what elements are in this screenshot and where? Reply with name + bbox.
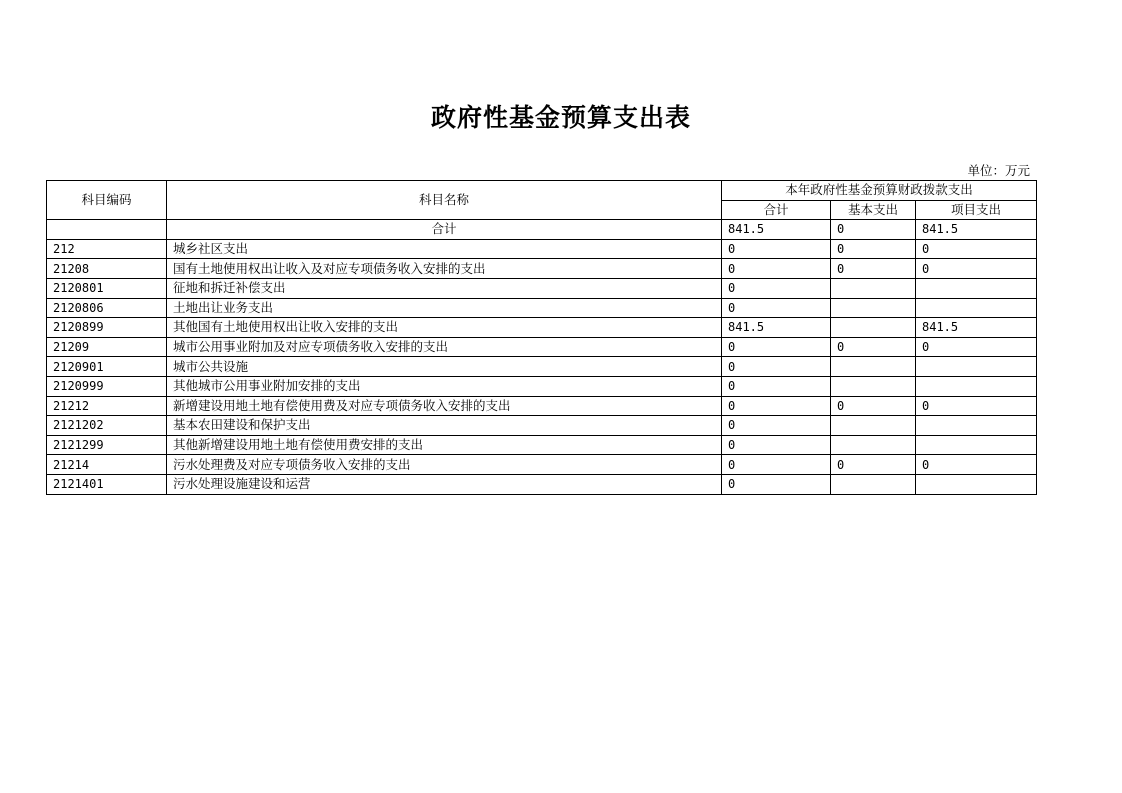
summary-project: 841.5 xyxy=(916,220,1037,240)
row-total: 0 xyxy=(722,396,831,416)
unit-label: 单位：万元 xyxy=(967,163,1030,178)
table-row xyxy=(47,318,1037,338)
row-total: 0 xyxy=(722,298,831,318)
header-project: 项目支出 xyxy=(916,200,1037,220)
row-code: 2121299 xyxy=(47,435,167,455)
row-name: 国有土地使用权出让收入及对应专项债务收入安排的支出 xyxy=(167,259,722,279)
table-row xyxy=(47,435,1037,455)
table-row xyxy=(47,416,1037,436)
table-row xyxy=(47,474,1037,494)
row-project xyxy=(916,278,1037,298)
page-title: 政府性基金预算支出表 xyxy=(430,103,691,132)
row-project xyxy=(916,474,1037,494)
row-name: 其他城市公用事业附加安排的支出 xyxy=(167,376,722,396)
table-row xyxy=(47,298,1037,318)
row-total: 841.5 xyxy=(722,318,831,338)
table-row xyxy=(47,376,1037,396)
row-total: 0 xyxy=(722,474,831,494)
row-total: 0 xyxy=(722,455,831,475)
row-code: 212 xyxy=(47,239,167,259)
header-row-1 xyxy=(47,181,1037,201)
row-basic xyxy=(831,357,916,377)
row-code: 2121202 xyxy=(47,416,167,436)
table-body xyxy=(47,181,1037,495)
row-project xyxy=(916,435,1037,455)
summary-row xyxy=(47,220,1037,240)
row-project: 0 xyxy=(916,337,1037,357)
summary-total: 841.5 xyxy=(722,220,831,240)
row-basic xyxy=(831,376,916,396)
row-name: 征地和拆迁补偿支出 xyxy=(167,278,722,298)
row-name: 土地出让业务支出 xyxy=(167,298,722,318)
row-name: 新增建设用地土地有偿使用费及对应专项债务收入安排的支出 xyxy=(167,396,722,416)
row-code: 21209 xyxy=(47,337,167,357)
header-total: 合计 xyxy=(722,200,831,220)
row-total: 0 xyxy=(722,278,831,298)
row-total: 0 xyxy=(722,337,831,357)
table-row xyxy=(47,455,1037,475)
row-code: 2120801 xyxy=(47,278,167,298)
row-basic xyxy=(831,435,916,455)
header-code: 科目编码 xyxy=(47,181,167,220)
row-name: 其他新增建设用地土地有偿使用费安排的支出 xyxy=(167,435,722,455)
table-row xyxy=(47,259,1037,279)
row-project xyxy=(916,298,1037,318)
row-name: 污水处理费及对应专项债务收入安排的支出 xyxy=(167,455,722,475)
row-basic xyxy=(831,318,916,338)
row-total: 0 xyxy=(722,239,831,259)
row-code: 2120806 xyxy=(47,298,167,318)
header-name: 科目名称 xyxy=(167,181,722,220)
table-row xyxy=(47,357,1037,377)
header-group: 本年政府性基金预算财政拨款支出 xyxy=(722,181,1037,201)
row-project: 0 xyxy=(916,455,1037,475)
summary-label: 合计 xyxy=(167,220,722,240)
row-basic xyxy=(831,416,916,436)
row-project xyxy=(916,376,1037,396)
summary-code xyxy=(47,220,167,240)
row-name: 城市公用事业附加及对应专项债务收入安排的支出 xyxy=(167,337,722,357)
row-total: 0 xyxy=(722,435,831,455)
row-code: 21212 xyxy=(47,396,167,416)
row-project: 0 xyxy=(916,396,1037,416)
row-basic: 0 xyxy=(831,396,916,416)
row-project xyxy=(916,416,1037,436)
row-project: 841.5 xyxy=(916,318,1037,338)
budget-table xyxy=(46,180,1037,495)
row-total: 0 xyxy=(722,357,831,377)
row-name: 城乡社区支出 xyxy=(167,239,722,259)
row-basic: 0 xyxy=(831,455,916,475)
row-code: 2120999 xyxy=(47,376,167,396)
row-name: 污水处理设施建设和运营 xyxy=(167,474,722,494)
row-project: 0 xyxy=(916,239,1037,259)
row-basic: 0 xyxy=(831,259,916,279)
row-project: 0 xyxy=(916,259,1037,279)
row-code: 2120901 xyxy=(47,357,167,377)
summary-basic: 0 xyxy=(831,220,916,240)
table-row xyxy=(47,396,1037,416)
table-row xyxy=(47,278,1037,298)
row-project xyxy=(916,357,1037,377)
table-row xyxy=(47,239,1037,259)
row-name: 城市公共设施 xyxy=(167,357,722,377)
row-code: 21208 xyxy=(47,259,167,279)
row-total: 0 xyxy=(722,259,831,279)
row-basic: 0 xyxy=(831,337,916,357)
row-name: 基本农田建设和保护支出 xyxy=(167,416,722,436)
row-basic: 0 xyxy=(831,239,916,259)
table-row xyxy=(47,337,1037,357)
row-basic xyxy=(831,474,916,494)
header-basic: 基本支出 xyxy=(831,200,916,220)
row-name: 其他国有土地使用权出让收入安排的支出 xyxy=(167,318,722,338)
row-code: 2121401 xyxy=(47,474,167,494)
row-total: 0 xyxy=(722,416,831,436)
row-basic xyxy=(831,298,916,318)
row-basic xyxy=(831,278,916,298)
row-code: 2120899 xyxy=(47,318,167,338)
row-total: 0 xyxy=(722,376,831,396)
row-code: 21214 xyxy=(47,455,167,475)
